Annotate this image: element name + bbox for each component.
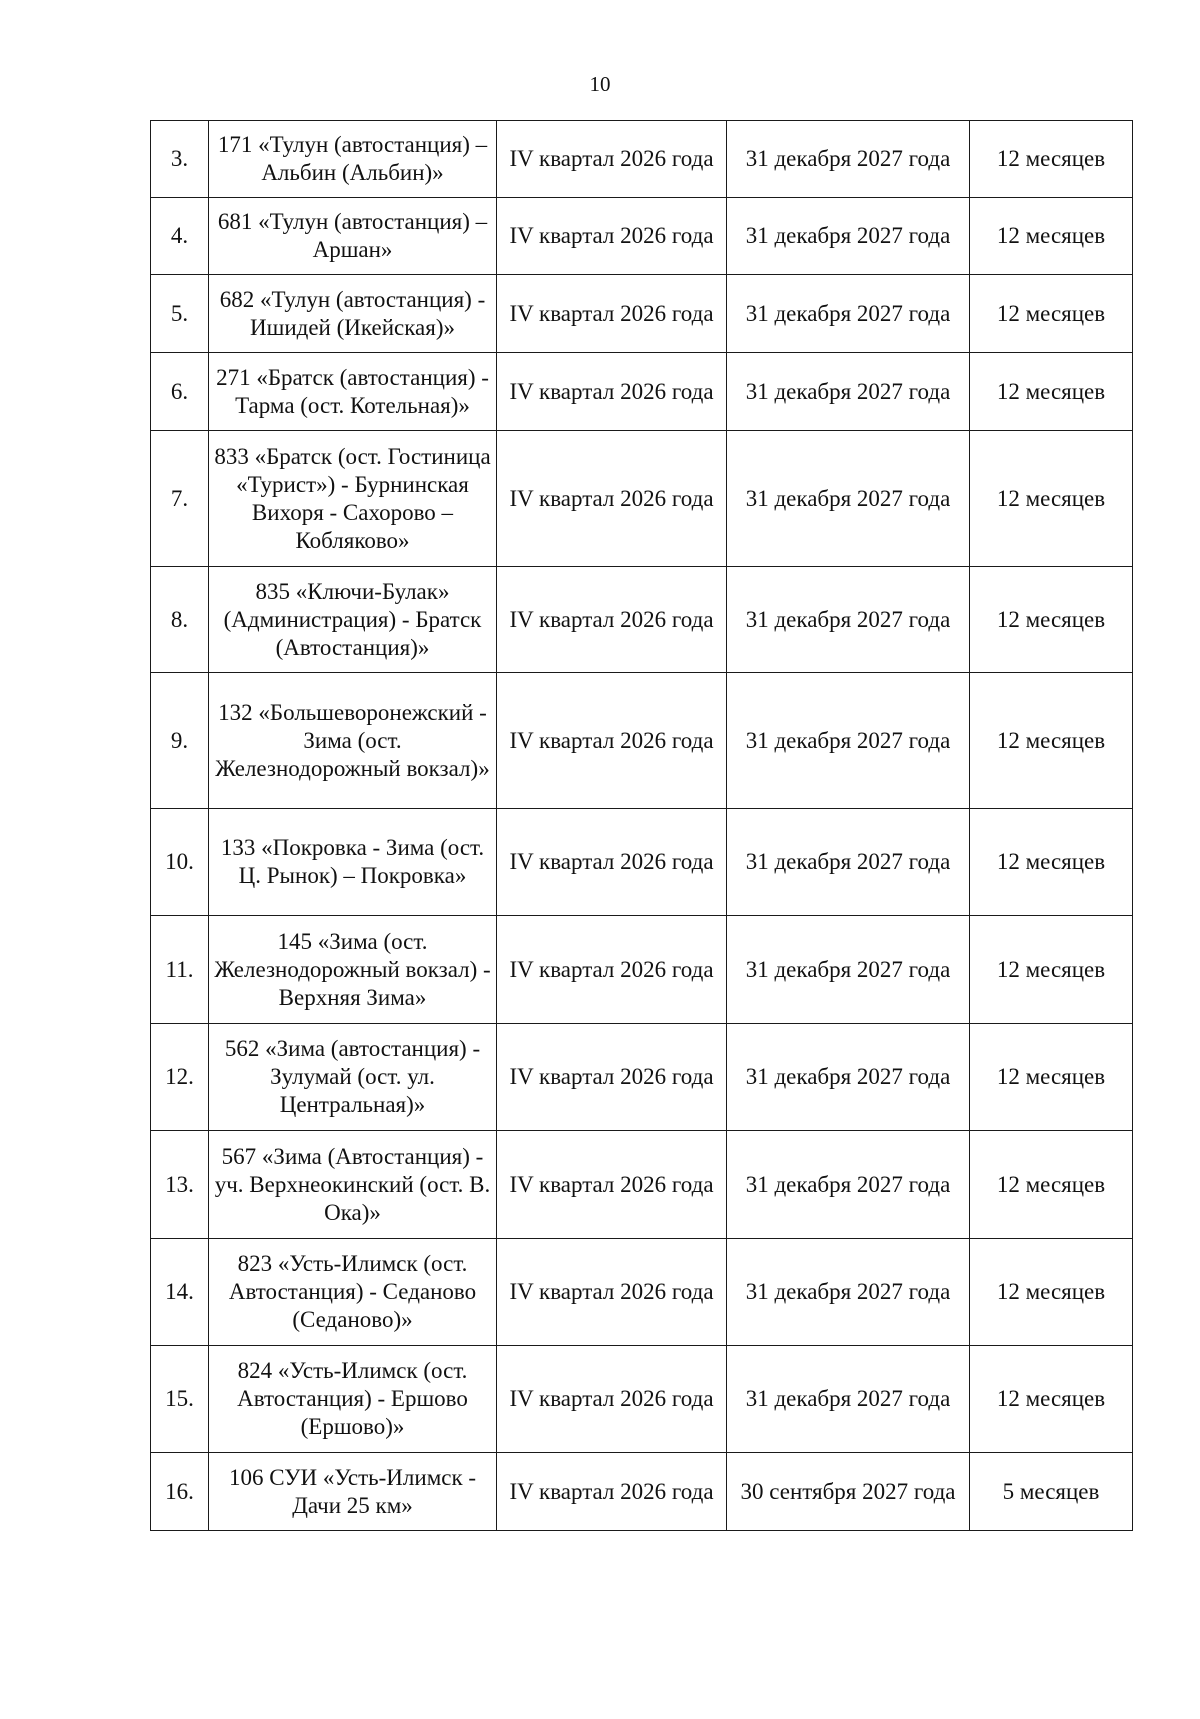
start-period: IV квартал 2026 года — [497, 1239, 727, 1346]
end-date: 31 декабря 2027 года — [727, 567, 970, 673]
route-name: 132 «Большеворонежский - Зима (ост. Железнодорожный вокзал)» — [209, 673, 497, 809]
page-number: 10 — [589, 72, 611, 96]
route-name: 171 «Тулун (автостанция) – Альбин (Альбин)» — [209, 121, 497, 198]
duration: 12 месяцев — [970, 1346, 1133, 1453]
table-row — [151, 1024, 1133, 1131]
start-period: IV квартал 2026 года — [497, 1346, 727, 1453]
end-date: 31 декабря 2027 года — [727, 353, 970, 431]
route-name: 271 «Братск (автостанция) - Тарма (ост. Котельная)» — [209, 353, 497, 431]
start-period: IV квартал 2026 года — [497, 275, 727, 353]
duration: 12 месяцев — [970, 567, 1133, 673]
duration: 12 месяцев — [970, 275, 1133, 353]
route-name: 682 «Тулун (автостанция) - Ишидей (Икейская)» — [209, 275, 497, 353]
table-row — [151, 567, 1133, 673]
route-name: 567 «Зима (Автостанция) - уч. Верхнеокинский (ост. В. Ока)» — [209, 1131, 497, 1239]
route-name: 562 «Зима (автостанция) - Зулумай (ост. ул. Центральная)» — [209, 1024, 497, 1131]
end-date: 31 декабря 2027 года — [727, 916, 970, 1024]
start-period: IV квартал 2026 года — [497, 353, 727, 431]
end-date: 31 декабря 2027 года — [727, 673, 970, 809]
duration: 12 месяцев — [970, 1131, 1133, 1239]
row-number: 6. — [151, 353, 209, 431]
end-date: 31 декабря 2027 года — [727, 809, 970, 916]
table-row — [151, 1131, 1133, 1239]
row-number: 10. — [151, 809, 209, 916]
start-period: IV квартал 2026 года — [497, 198, 727, 275]
end-date: 31 декабря 2027 года — [727, 275, 970, 353]
table-row — [151, 198, 1133, 275]
row-number: 15. — [151, 1346, 209, 1453]
table-row — [151, 673, 1133, 809]
row-number: 16. — [151, 1453, 209, 1531]
duration: 12 месяцев — [970, 1024, 1133, 1131]
duration: 12 месяцев — [970, 916, 1133, 1024]
start-period: IV квартал 2026 года — [497, 567, 727, 673]
row-number: 8. — [151, 567, 209, 673]
table-row — [151, 1346, 1133, 1453]
start-period: IV квартал 2026 года — [497, 1131, 727, 1239]
start-period: IV квартал 2026 года — [497, 1024, 727, 1131]
route-name: 833 «Братск (ост. Гостиница «Турист») - Бурнинская Вихоря - Сахорово – Кобляково» — [209, 431, 497, 567]
table-row — [151, 1239, 1133, 1346]
row-number: 3. — [151, 121, 209, 198]
row-number: 9. — [151, 673, 209, 809]
end-date: 30 сентября 2027 года — [727, 1453, 970, 1531]
end-date: 31 декабря 2027 года — [727, 431, 970, 567]
start-period: IV квартал 2026 года — [497, 673, 727, 809]
table-row — [151, 809, 1133, 916]
end-date: 31 декабря 2027 года — [727, 1131, 970, 1239]
start-period: IV квартал 2026 года — [497, 121, 727, 198]
table-row — [151, 431, 1133, 567]
route-name: 145 «Зима (ост. Железнодорожный вокзал) - Верхняя Зима» — [209, 916, 497, 1024]
duration: 12 месяцев — [970, 431, 1133, 567]
route-name: 823 «Усть-Илимск (ост. Автостанция) - Седаново (Седаново)» — [209, 1239, 497, 1346]
start-period: IV квартал 2026 года — [497, 431, 727, 567]
routes-table — [150, 120, 1133, 1531]
start-period: IV квартал 2026 года — [497, 916, 727, 1024]
end-date: 31 декабря 2027 года — [727, 121, 970, 198]
row-number: 11. — [151, 916, 209, 1024]
table-row — [151, 121, 1133, 198]
duration: 12 месяцев — [970, 121, 1133, 198]
route-name: 824 «Усть-Илимск (ост. Автостанция) - Ершово (Ершово)» — [209, 1346, 497, 1453]
row-number: 14. — [151, 1239, 209, 1346]
table-row — [151, 275, 1133, 353]
row-number: 13. — [151, 1131, 209, 1239]
row-number: 5. — [151, 275, 209, 353]
duration: 12 месяцев — [970, 809, 1133, 916]
duration: 12 месяцев — [970, 353, 1133, 431]
end-date: 31 декабря 2027 года — [727, 198, 970, 275]
duration: 5 месяцев — [970, 1453, 1133, 1531]
duration: 12 месяцев — [970, 1239, 1133, 1346]
end-date: 31 декабря 2027 года — [727, 1239, 970, 1346]
row-number: 7. — [151, 431, 209, 567]
route-name: 133 «Покровка - Зима (ост. Ц. Рынок) – Покровка» — [209, 809, 497, 916]
route-name: 681 «Тулун (автостанция) – Аршан» — [209, 198, 497, 275]
table-row — [151, 1453, 1133, 1531]
row-number: 4. — [151, 198, 209, 275]
end-date: 31 декабря 2027 года — [727, 1346, 970, 1453]
start-period: IV квартал 2026 года — [497, 1453, 727, 1531]
route-name: 835 «Ключи-Булак» (Администрация) - Братск (Автостанция)» — [209, 567, 497, 673]
table-row — [151, 916, 1133, 1024]
duration: 12 месяцев — [970, 673, 1133, 809]
table-row — [151, 353, 1133, 431]
row-number: 12. — [151, 1024, 209, 1131]
route-name: 106 СУИ «Усть-Илимск - Дачи 25 км» — [209, 1453, 497, 1531]
start-period: IV квартал 2026 года — [497, 809, 727, 916]
end-date: 31 декабря 2027 года — [727, 1024, 970, 1131]
duration: 12 месяцев — [970, 198, 1133, 275]
